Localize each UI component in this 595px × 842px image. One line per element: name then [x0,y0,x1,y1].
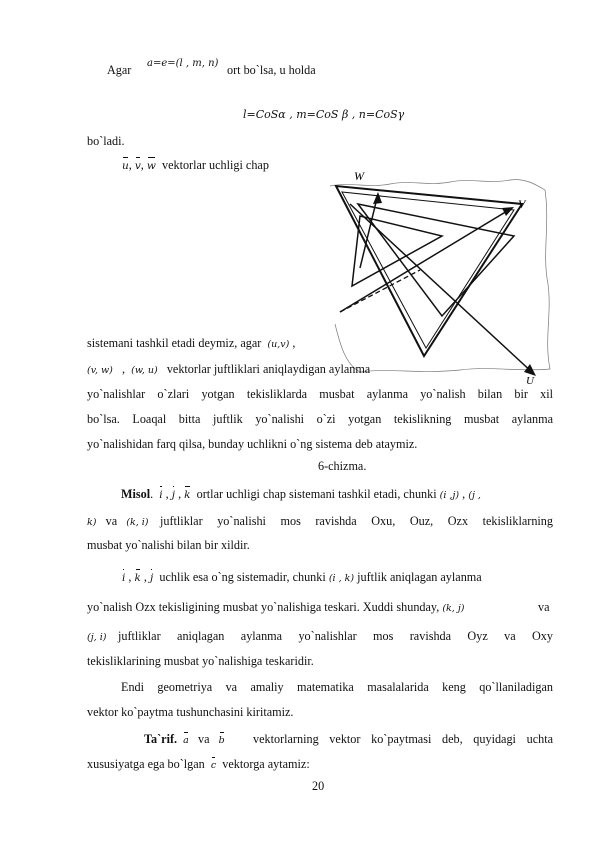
tarif-label: Ta`rif. [144,732,178,746]
ort-formula: a=e=(l , m, n) [147,58,219,69]
p4-line3: juftliklar aniqlagan aylanma yo`nalishlar mos ravishda Oyz va Oxy [118,629,553,643]
vector-k-2: k [134,572,141,584]
p2-line4: yo`nalishlar o`zlari yotgan tekisliklarda musbat aylanma yo`nalish bilan bir xil [87,387,553,401]
tarif-line1 [144,732,225,748]
misol-line1: Misol. i , j , k ortlar uchligi chap sistemani tashkil etadi, chunki (i ,j) , (j , [121,487,481,501]
label-u: U [526,375,534,386]
misol-va: va [105,514,118,528]
vector-v-arrowhead [502,207,514,216]
ort-tail: ort bo`lsa, u holda [227,63,316,77]
vector-j-2: j [150,572,154,584]
page-number: 20 [312,779,325,793]
tarif-line2a: xususiyatga ega bo`lgan [87,757,205,771]
tarif-line2 [87,757,310,773]
direction-cosines-formula: l=CoSα , m=CoS β , n=CoSγ [243,108,405,121]
p4-line2b: va [538,600,550,614]
ikj-line: i , k , j uchlik esa o`ng sistemadir, chunki (i , k) juftlik aniqlagan aylanma [122,570,482,584]
pairs-line: (v, w) , (w, u) vektorlar juftliklari aniqlaydigan aylanma [87,362,371,376]
vector-a: a [183,735,189,746]
vector-b: b [218,735,225,746]
tarif-text1: vektorlarning vektor ko`paytmasi deb, quyidagi uchta [253,732,553,746]
inner-triangle [352,216,442,286]
vector-i: i [159,489,163,501]
vector-k: k [184,489,191,501]
p4-text1: uchlik esa o`ng sistemadir, chunki [159,570,326,584]
vector-w: w [146,160,156,172]
boladi-text: bo`ladi. [87,134,125,148]
pair-ij: (i ,j) [439,490,460,501]
pair-ik: (i , k) [328,573,355,584]
sistemani-text: sistemani tashkil etadi deymiz, agar [87,336,262,350]
p5-line2: vektor ko`paytma tushunchasini kiritamiz. [87,705,294,719]
uvw-line: u, v, w vektorlar uchligi chap [122,158,269,172]
uvw-text: vektorlar uchligi chap [161,158,269,172]
pair-wu: (w, u) [131,365,158,376]
misol-line2 [87,514,149,530]
outer-triangle-inner [342,192,514,348]
juftliklari-text: vektorlar juftliklari aniqlaydigan aylanma [166,362,371,376]
p2-line5: bo`lsa. Loaqal bitta juftlik yo`nalishi o`zi yotgan tekislikning musbat aylanma [87,412,553,426]
misol-line3: musbat yo`nalishi bilan bir xildir. [87,538,250,552]
pair-kj: (k, j) [442,603,465,614]
figure-caption: 6-chizma. [318,459,367,473]
vector-w-arrowhead [373,192,382,204]
vector-i-2: i [122,572,126,584]
pair-ji-wrap [87,629,106,645]
vector-j: j [171,489,176,501]
p2-line6: yo`nalishidan farq qilsa, bunday uchlikni o`ng sistema deb ataymiz. [87,437,418,451]
misol-label: Misol [121,487,151,501]
p4-text1b: juftlik aniqlagan aylanma [357,570,482,584]
p4-line2a: yo`nalish Ozx tekisligining musbat yo`nalishiga teskari. Xuddi shunday, [87,600,440,614]
label-w: W [354,169,364,183]
agar-line [107,63,131,77]
figure-6-diagram [300,164,560,386]
agar-line-2: sistemani tashkil etadi deymiz, agar (u,v) , [87,336,296,350]
pair-ji: (j, i) [87,632,107,643]
misol-text2: juftliklar yo`nalishi mos ravishda Oxu, Ouz, Ozx tekisliklarning [160,514,553,528]
vector-u: u [122,160,129,172]
dashed-line [340,270,420,312]
pair-jk-close: k) [87,517,97,528]
p4-line2 [87,600,464,616]
pair-ki: (k, i) [126,517,149,528]
figure-wavy-border [330,180,550,372]
pair-uv: (u,v) [267,339,290,350]
label-v: V [518,197,526,211]
p5-line1: Endi geometriya va amaliy matematika masalalarida keng qo`llaniladigan [121,680,553,694]
pair-vw: (v, w) [87,365,113,376]
vector-c: c [210,760,217,771]
pair-jk-open: (j , [468,490,481,501]
tarif-line2b: vektorga aytamiz: [222,757,310,771]
p4-line4: tekisliklarining musbat yo`nalishiga teskaridir. [87,654,314,668]
tarif-va: va [197,732,210,746]
vector-v: v [134,160,141,172]
agar-word: Agar [107,63,132,77]
misol-text1: ortlar uchligi chap sistemani tashkil etadi, chunki [196,487,437,501]
